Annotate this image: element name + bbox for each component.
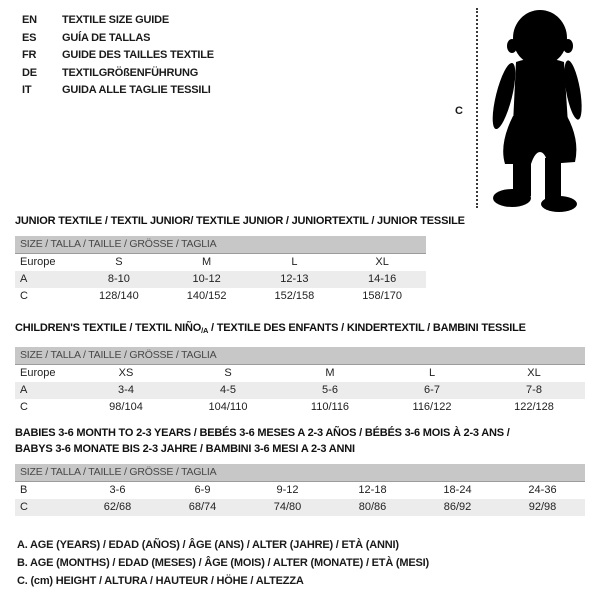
- height-measure-dotted-line: [476, 8, 478, 208]
- row-label: C: [20, 401, 28, 413]
- language-code: ES: [22, 31, 37, 44]
- size-cell: 12-18: [358, 484, 387, 496]
- size-header-bar: SIZE / TALLA / TAILLE / GRÖSSE / TAGLIA: [15, 347, 585, 365]
- size-cell: 18-24: [443, 484, 472, 496]
- baby-silhouette-icon: [483, 6, 593, 212]
- size-cell: 158/170: [362, 290, 402, 302]
- children-table: [15, 347, 585, 416]
- children-title-sub: /A: [201, 326, 209, 335]
- language-code: FR: [22, 49, 37, 61]
- size-cell: 122/128: [514, 401, 554, 413]
- legend-note-a: A. AGE (YEARS) / EDAD (AÑOS) / ÂGE (ANS) / ALTER (JAHRE) / ETÀ (ANNI): [17, 539, 399, 551]
- size-cell: 8-10: [107, 273, 130, 285]
- table-row-europe: [15, 365, 585, 382]
- size-cell: L: [428, 367, 436, 379]
- row-label: B: [20, 484, 28, 496]
- size-cell: 24-36: [528, 484, 557, 496]
- legend-note-b: B. AGE (MONTHS) / EDAD (MESES) / ÂGE (MOIS) / ALTER (MONATE) / ETÀ (MESI): [17, 557, 429, 569]
- size-cell: 152/158: [274, 290, 315, 302]
- table-row-age: [15, 271, 426, 288]
- size-cell: 6-9: [194, 484, 211, 496]
- table-row-height: [15, 499, 585, 516]
- table-row-months: [15, 482, 585, 499]
- size-cell: 14-16: [368, 273, 397, 285]
- size-cell: 104/110: [208, 401, 248, 413]
- size-cell: 7-8: [526, 384, 542, 396]
- size-cell: 116/122: [412, 401, 452, 413]
- language-list: [22, 12, 214, 100]
- size-header-bar: SIZE / TALLA / TAILLE / GRÖSSE / TAGLIA: [15, 236, 426, 254]
- height-measure-label: C: [455, 105, 463, 117]
- row-label: A: [20, 273, 28, 285]
- table-row-europe: [15, 254, 426, 271]
- language-row-de: [22, 65, 214, 83]
- language-title: TEXTILGRÖßENFÜHRUNG: [62, 66, 199, 79]
- babies-table: [15, 464, 585, 516]
- children-table-title: [15, 320, 526, 337]
- row-label: Europe: [20, 256, 56, 268]
- size-cell: 86/92: [443, 501, 472, 513]
- language-code: EN: [22, 14, 37, 26]
- language-title: GUIDE DES TAILLES TEXTILE: [62, 49, 214, 61]
- table-row-height: [15, 399, 585, 416]
- size-cell: XL: [375, 256, 389, 268]
- table-row-height: [15, 288, 426, 305]
- size-cell: M: [325, 367, 335, 379]
- size-cell: 6-7: [424, 384, 440, 396]
- babies-table-title: [15, 425, 510, 457]
- size-cell: 4-5: [220, 384, 236, 396]
- junior-table: [15, 236, 426, 305]
- language-title: TEXTILE SIZE GUIDE: [62, 14, 170, 26]
- row-label: C: [20, 501, 28, 513]
- language-title: GUÍA DE TALLAS: [62, 31, 151, 44]
- legend-note-c: C. (cm) HEIGHT / ALTURA / HAUTEUR / HÖHE / ALTEZZA: [17, 575, 304, 587]
- size-cell: 68/74: [188, 501, 217, 513]
- size-cell: 3-6: [109, 484, 126, 496]
- legend-notes: [17, 536, 429, 590]
- babies-title-line2: BABYS 3-6 MONATE BIS 2-3 JAHRE / BAMBINI 3-6 MESI A 2-3 ANNI: [15, 443, 355, 455]
- size-cell: L: [291, 256, 298, 268]
- junior-table-title: JUNIOR TEXTILE / TEXTIL JUNIOR/ TEXTILE JUNIOR / JUNIORTEXTIL / JUNIOR TESSILE: [15, 215, 465, 227]
- row-label: C: [20, 290, 28, 302]
- size-cell: 128/140: [98, 290, 139, 302]
- size-cell: 92/98: [528, 501, 557, 513]
- size-cell: 10-12: [192, 273, 221, 285]
- size-cell: 74/80: [273, 501, 302, 513]
- size-header-bar: SIZE / TALLA / TAILLE / GRÖSSE / TAGLIA: [15, 464, 585, 482]
- children-title-post: / TEXTILE DES ENFANTS / KINDERTEXTIL / BAMBINI TESSILE: [208, 322, 526, 334]
- size-cell: 80/86: [358, 501, 387, 513]
- language-row-es: [22, 30, 214, 48]
- size-cell: 62/68: [103, 501, 132, 513]
- row-label: A: [20, 384, 28, 396]
- language-title: GUIDA ALLE TAGLIE TESSILI: [62, 84, 211, 96]
- language-row-en: [22, 12, 214, 30]
- language-code: DE: [22, 66, 37, 79]
- size-cell: S: [115, 256, 123, 268]
- size-cell: XL: [527, 367, 541, 379]
- row-label: Europe: [20, 367, 56, 379]
- size-cell: S: [224, 367, 232, 379]
- size-cell: 140/152: [186, 290, 227, 302]
- children-title-pre: CHILDREN'S TEXTILE / TEXTIL NIÑO: [15, 322, 202, 334]
- size-cell: M: [202, 256, 212, 268]
- size-cell: 3-4: [118, 384, 134, 396]
- size-cell: 110/116: [310, 401, 350, 413]
- language-row-fr: [22, 47, 214, 65]
- language-code: IT: [22, 84, 32, 96]
- size-cell: 12-13: [280, 273, 309, 285]
- size-cell: 9-12: [276, 484, 299, 496]
- size-cell: 98/104: [109, 401, 143, 413]
- babies-title-line1: BABIES 3-6 MONTH TO 2-3 YEARS / BEBÉS 3-6 MESES A 2-3 AÑOS / BÉBÉS 3-6 MOIS À 2-3 ANS /: [15, 427, 510, 439]
- size-cell: XS: [118, 367, 134, 379]
- table-row-age: [15, 382, 585, 399]
- size-cell: 5-6: [322, 384, 338, 396]
- language-row-it: [22, 82, 214, 100]
